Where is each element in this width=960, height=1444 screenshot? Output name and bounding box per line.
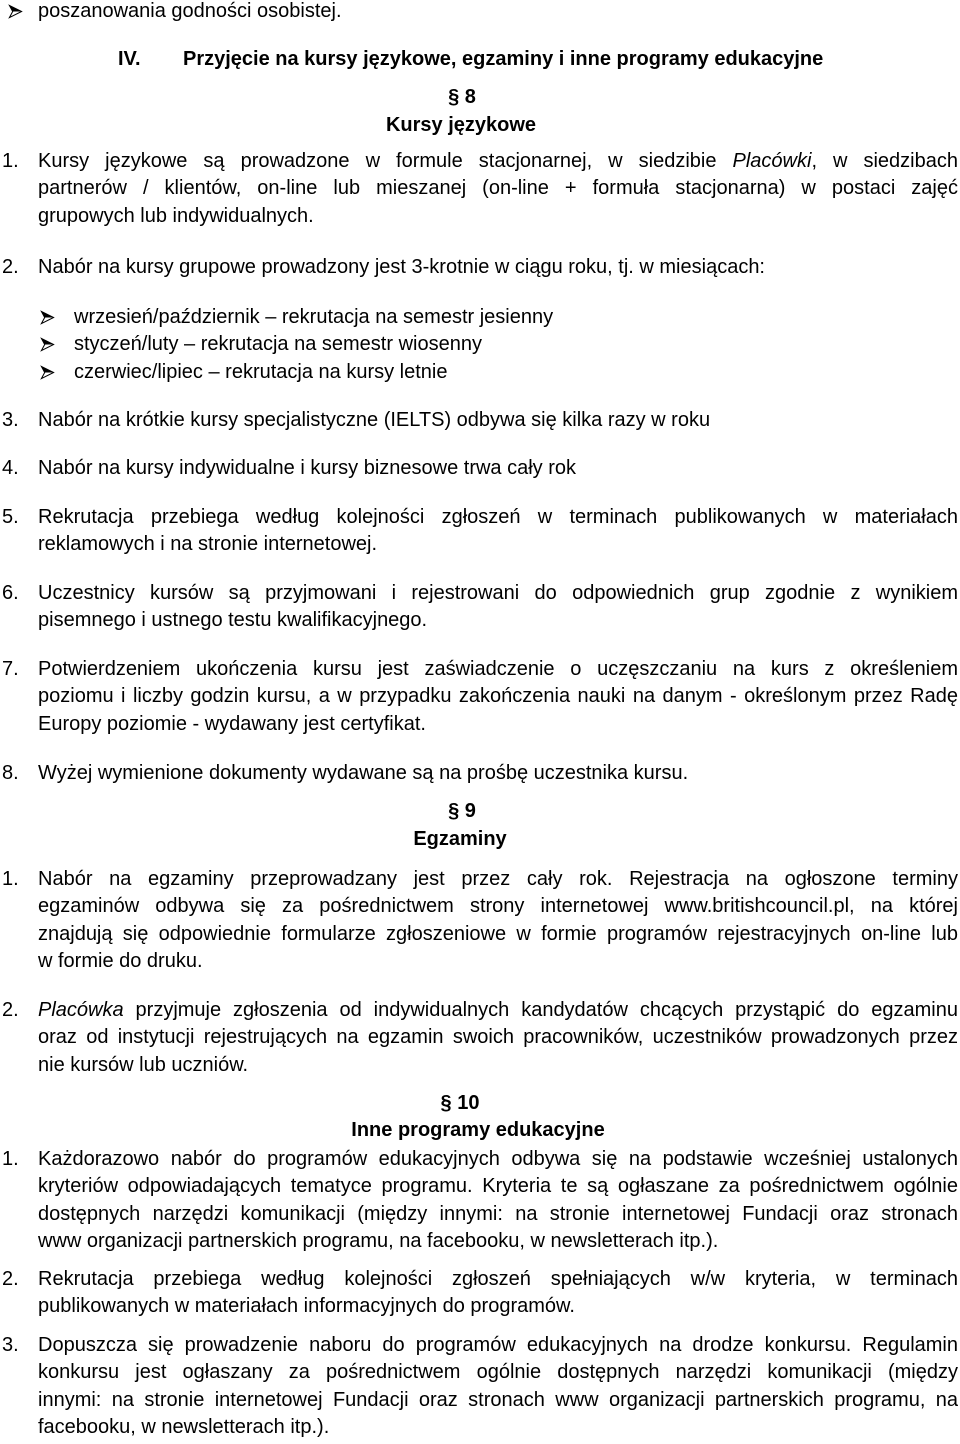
bullet-item xyxy=(0,304,960,331)
bullet-text: czerwiec/lipiec – rekrutacja na kursy letnie xyxy=(74,360,448,383)
section-title: Egzaminy xyxy=(413,828,507,850)
text-line: Nabór na kursy indywidualne i kursy biznesowe trwa cały rok xyxy=(38,457,577,479)
item-text xyxy=(38,1266,958,1321)
list-item xyxy=(0,254,960,281)
item-number: 3. xyxy=(2,1334,19,1356)
arrowhead-bullet-icon xyxy=(40,365,55,380)
text-line: dostępnych narzędzi komunikacji (między innymi: na stronie internetowej Fundacji oraz stronach xyxy=(38,1202,958,1225)
text-line: innymi: na stronie internetowej Fundacji oraz stronach www organizacji partnerskich programu, na xyxy=(38,1388,958,1411)
list-item-text: poszanowania godności osobistej. xyxy=(38,0,342,22)
text-segment: Kursy językowe są prowadzone w formule stacjonarnej, w siedzibie xyxy=(38,150,733,172)
text-line: Europy poziomie - wydawany jest certyfikat. xyxy=(38,712,426,735)
text-line: Wyżej wymienione dokumenty wydawane są na prośbę uczestnika kursu. xyxy=(38,762,689,784)
item-text xyxy=(38,760,958,787)
section-title: Kursy językowe xyxy=(385,114,537,136)
text-line: egzaminów odbywa się za pośrednictwem strony internetowej www.britishcouncil.pl, na której xyxy=(38,895,958,918)
text-line: Dopuszcza się prowadzenie naboru do programów edukacyjnych na drodze konkursu. Regulamin xyxy=(38,1334,958,1356)
recruitment-periods-list xyxy=(0,304,960,386)
item-text xyxy=(38,407,958,434)
list-item xyxy=(0,1266,960,1321)
text-segment: , w siedzibach xyxy=(811,150,958,172)
previous-list-item xyxy=(0,0,960,25)
text-line: pisemnego i ustnego testu kwalifikacyjnego. xyxy=(38,609,428,632)
chapter-title: Przyjęcie na kursy językowe, egzaminy i inne programy edukacyjne xyxy=(183,48,824,70)
text-line: poziomu i liczby godzin kursu, a w przypadku zakończenia nauki na danym - określonym przez Radę xyxy=(38,685,958,708)
section-title: Inne programy edukacyjne xyxy=(351,1119,605,1141)
text-line: Rekrutacja przebiega według kolejności zgłoszeń w terminach publikowanych w materiałach xyxy=(38,506,958,528)
text-line: znajdują się odpowiednie formularze zgłoszeniowe w formie programów rejestracyjnych on-line lub xyxy=(38,922,958,945)
chapter-number: IV. xyxy=(118,48,141,70)
text-line: konkursu jest ogłaszany za pośrednictwem ogólnie dostępnych narzędzi komunikacji (między xyxy=(38,1361,958,1384)
list-item xyxy=(0,656,960,738)
item-text xyxy=(38,455,958,482)
list-item xyxy=(0,1332,960,1442)
item-number: 6. xyxy=(2,582,19,604)
section-sign: § 8 xyxy=(448,86,476,108)
item-text xyxy=(38,254,958,281)
list-item xyxy=(0,580,960,635)
item-text xyxy=(38,148,958,230)
list-item xyxy=(0,866,960,976)
text-line: Nabór na krótkie kursy specjalistyczne (IELTS) odbywa się kilka razy w roku xyxy=(38,409,711,431)
text-line: facebooku, w newsletterach itp.). xyxy=(38,1416,330,1439)
item-number: 8. xyxy=(2,762,19,784)
list-item xyxy=(0,997,960,1079)
item-number: 3. xyxy=(2,409,19,431)
item-text xyxy=(38,866,958,976)
text-line: reklamowych i na stronie internetowej. xyxy=(38,533,378,556)
italic-term: Placówka xyxy=(38,999,124,1021)
list-item xyxy=(0,504,960,559)
bullet-item xyxy=(0,359,960,386)
arrowhead-bullet-icon xyxy=(40,337,55,352)
text-line: publikowanych w materiałach informacyjnych do programów. xyxy=(38,1295,575,1318)
item-number: 2. xyxy=(2,1268,19,1290)
item-text xyxy=(38,656,958,738)
list-item xyxy=(0,1146,960,1256)
italic-term: Placówki xyxy=(732,150,812,172)
item-number: 2. xyxy=(2,256,19,278)
item-number: 5. xyxy=(2,506,19,528)
item-text xyxy=(38,1332,958,1442)
bullet-item xyxy=(0,331,960,358)
arrowhead-bullet-icon xyxy=(40,310,55,325)
text-line: Rekrutacja przebiega według kolejności zgłoszeń spełniających w/w kryteria, w terminach xyxy=(38,1268,958,1290)
text-segment: przyjmuje zgłoszenia od indywidualnych kandydatów chcących przystąpić do egzaminu xyxy=(123,999,958,1021)
item-text xyxy=(38,504,958,559)
text-line: grupowych lub indywidualnych. xyxy=(38,204,314,227)
text-line: Nabór na kursy grupowe prowadzony jest 3-krotnie w ciągu roku, tj. w miesiącach: xyxy=(38,256,765,278)
item-number: 2. xyxy=(2,999,19,1021)
text-line: partnerów / klientów, on-line lub mieszanej (on-line + formuła stacjonarna) w postaci zajęć xyxy=(38,177,958,200)
text-line: oraz od instytucji rejestrujących na egzamin swoich pracowników, uczestników prowadzonych przez xyxy=(38,1026,958,1049)
item-text xyxy=(38,997,958,1079)
list-item xyxy=(0,760,960,787)
text-line: Nabór na egzaminy przeprowadzany jest przez cały rok. Rejestracja na ogłoszone terminy xyxy=(38,868,958,890)
text-line: Uczestnicy kursów są przyjmowani i rejestrowani do odpowiednich grup zgodnie z wynikiem xyxy=(38,582,958,604)
item-number: 4. xyxy=(2,457,19,479)
text-line: www organizacji partnerskich programu, na facebooku, w newsletterach itp.). xyxy=(38,1230,719,1253)
list-item xyxy=(0,407,960,434)
item-number: 7. xyxy=(2,658,19,680)
text-line: w formie do druku. xyxy=(38,950,203,973)
section-sign: § 9 xyxy=(448,800,476,822)
bullet-text: styczeń/luty – rekrutacja na semestr wiosenny xyxy=(74,333,482,356)
item-number: 1. xyxy=(2,1148,19,1170)
text-line: kryteriów odpowiadających tematyce programu. Kryteria te są ogłaszane za pośrednictwem ogólnie xyxy=(38,1175,958,1198)
text-line xyxy=(38,148,958,175)
section-sign: § 10 xyxy=(440,1092,480,1114)
item-number: 1. xyxy=(2,868,19,890)
item-text xyxy=(38,1146,958,1256)
list-item xyxy=(0,148,960,230)
arrowhead-bullet-icon xyxy=(8,4,23,19)
text-line: Każdorazowo nabór do programów edukacyjnych odbywa się na podstawie wcześniej ustalonych xyxy=(38,1148,958,1170)
item-text xyxy=(38,580,958,635)
list-item xyxy=(0,455,960,482)
text-line: Potwierdzeniem ukończenia kursu jest zaświadczenie o uczęszczaniu na kurs z określeniem xyxy=(38,658,958,680)
text-line xyxy=(38,997,958,1024)
text-line: nie kursów lub uczniów. xyxy=(38,1053,249,1076)
bullet-text: wrzesień/październik – rekrutacja na semestr jesienny xyxy=(74,306,554,328)
item-number: 1. xyxy=(2,150,19,172)
